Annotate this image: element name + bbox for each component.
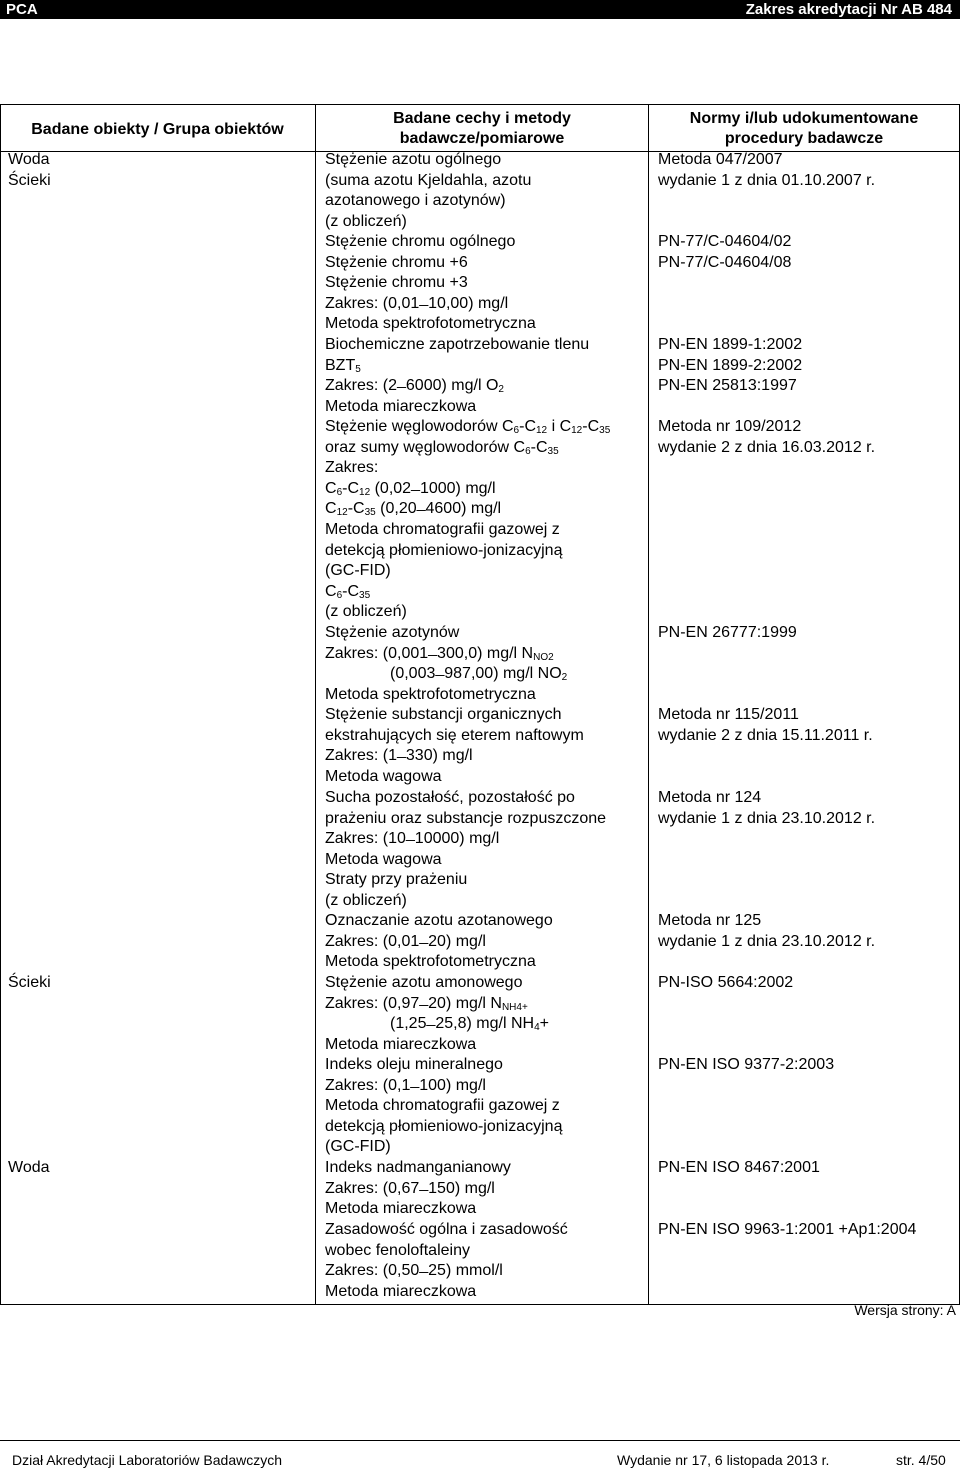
table-bottom-border [0,1304,960,1305]
feature-cell: Stężenie azotynów Zakres: (0,001 ̶ 300,0) mg/l $N_{NO2}$ (0,003 ̶ 987,00) mg/l $NO_2$ Metoda spektrofotometryczna [325,624,568,703]
object-group: Woda [8,1159,50,1176]
column-divider-2 [648,104,649,1304]
footer [0,1440,960,1467]
table-left-border [0,104,1,1304]
feature-cell: Indeks oleju mineralnego Zakres: (0,1 ̶ 100) mg/l Metoda chromatografii gazowej z detekcją płomieniowo-jonizacyjną (GC-FID) [325,1056,563,1156]
feature-cell: Zasadowość ogólna i zasadowość wobec fenoloftaleiny Zakres: (0,50 ̶ 25) mmol/l Metoda miareczkowa [325,1221,568,1300]
feature-cell: Stężenie azotu amonowego Zakres: (0,97 ̶ 20) mg/l $N_{NH4+}$ (1,25 ̶ 25,8) mg/l $NH_4+$ Metoda miareczkowa [325,974,549,1053]
object-group: Ścieki [8,974,51,991]
feature-cell: Stężenie azotu ogólnego (suma azotu Kjeldahla, azotu azotanowego i azotynów) (z obliczeń) [325,151,532,230]
norm-cell: PN-EN ISO 9963-1:2001 +Ap1:2004 [658,1221,917,1238]
table-top-border [0,104,960,105]
header-objects: Badane obiekty / Grupa obiektów [31,121,284,138]
header-norms-line1: Normy i/lub udokumentowane [689,110,919,127]
footer-edition: Wydanie nr 17, 6 listopada 2013 r. [617,1452,830,1468]
page-version: Wersja strony: A [854,1302,956,1318]
feature-cell: Biochemiczne zapotrzebowanie tlenu $BZT_5$ Zakres: (2 ̶ 6000) mg/l $O_2$ Metoda miareczkowa [325,336,590,415]
norm-cell: PN-77/C-04604/02 PN-77/C-04604/08 [658,233,792,271]
norm-cell: Metoda nr 125 wydanie 1 z dnia 23.10.2012 r. [658,912,876,950]
norm-cell: PN-EN 1899-1:2002 PN-EN 1899-2:2002 PN-EN 25813:1997 [658,336,803,395]
header-features [316,109,648,149]
norm-cell: Metoda nr 115/2011 wydanie 2 z dnia 15.11.2011 r. [658,706,873,744]
footer-page-number: str. 4/50 [896,1452,946,1468]
object-group: Woda Ścieki [8,151,51,189]
norm-cell: PN-EN ISO 9377-2:2003 [658,1056,835,1073]
norm-cell: PN-EN ISO 8467:2001 [658,1159,820,1176]
header-bar [0,0,960,19]
header-features-line2: badawcze/pomiarowe [399,130,565,147]
header-norms-line2: procedury badawcze [724,130,884,147]
feature-cell: Sucha pozostałość, pozostałość po prażeniu oraz substancje rozpuszczone Zakres: (10 ̶ 10000) mg/l Metoda wagowa Straty przy prażeniu (z obliczeń) [325,789,607,909]
feature-cell: Stężenie substancji organicznych ekstrahujących się eterem naftowym Zakres: (1 ̶ 330) mg/l Metoda wagowa [325,706,584,785]
column-divider-1 [315,104,316,1304]
norm-cell: PN-EN 26777:1999 [658,624,797,641]
feature-cell: Stężenie węglowodorów $C_6-C_{12}$ i $C_{12}-C_{35}$ oraz sumy węglowodorów $C_6-C_{35}$ Zakres: $C_6-C_{12}$ (0,02 ̶ 1000) mg/l $C_{12}-C_{35}$ (0,20 ̶ 4600) mg/l Metoda chromatografii gazowej z detekcją płomieniowo-jonizacyjną (GC-FID) $C_6-C_{35}$ (z obliczeń) [325,418,611,621]
feature-cell: Indeks nadmanganianowy Zakres: (0,67 ̶ 150) mg/l Metoda miareczkowa [325,1159,511,1218]
norm-cell: Metoda nr 109/2012 wydanie 2 z dnia 16.03.2012 r. [658,418,876,456]
feature-cell: Stężenie chromu ogólnego Stężenie chromu +6 Stężenie chromu +3 Zakres: (0,01 ̶ 10,00) mg/l Metoda spektrofotometryczna [325,233,536,333]
header-left: PCA [6,1,38,18]
feature-cell: Oznaczanie azotu azotanowego Zakres: (0,01 ̶ 20) mg/l Metoda spektrofotometryczna [325,912,553,971]
norm-cell: PN-ISO 5664:2002 [658,974,794,991]
norm-cell: Metoda 047/2007 wydanie 1 z dnia 01.10.2007 r. [658,151,876,189]
norm-cell: Metoda nr 124 wydanie 1 z dnia 23.10.2012 r. [658,789,876,827]
header-norms [649,109,959,149]
header-features-line1: Badane cechy i metody [393,110,571,127]
footer-organization: Dział Akredytacji Laboratoriów Badawczych [12,1452,283,1468]
header-right: Zakres akredytacji Nr AB 484 [745,1,952,18]
